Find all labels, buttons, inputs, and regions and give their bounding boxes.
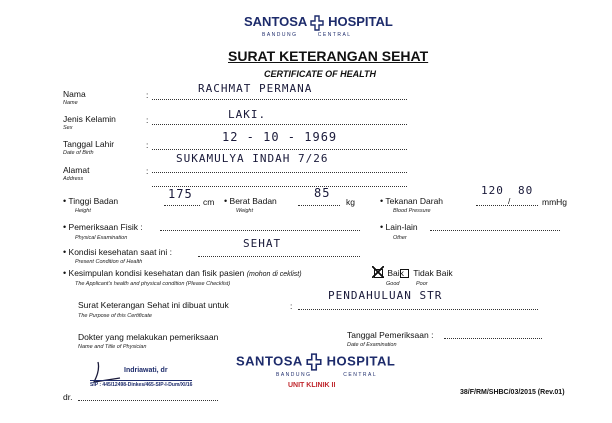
colon: :: [146, 166, 149, 176]
purpose-label-en: The Purpose of this Certificate: [78, 313, 152, 319]
exam-label: • Pemeriksaan Fisik :: [63, 222, 143, 232]
exam-date-label: Tanggal Pemeriksaan :: [347, 330, 434, 340]
conclusion-label-text: Kesimpulan kondisi kesehatan dan fisik pasien: [68, 268, 245, 278]
nama-line: [152, 99, 407, 100]
unit-label: UNIT KLINIK II: [288, 382, 336, 389]
nama-label-en: Name: [63, 100, 78, 106]
city-left-bottom: BANDUNG: [276, 372, 312, 378]
dob-label-en: Date of Birth: [63, 150, 94, 156]
condition-value[interactable]: SEHAT: [243, 237, 282, 250]
hospital-logo-bottom: [236, 353, 395, 371]
height-line: [164, 205, 200, 206]
exam-label-text: Pemeriksaan Fisik: [68, 222, 138, 232]
bp-diastolic[interactable]: 80: [518, 184, 534, 197]
bp-line: [476, 205, 538, 206]
bp-label: • Tekanan Darah: [380, 196, 444, 206]
good-label-en: Good: [386, 281, 400, 287]
height-value[interactable]: 175: [168, 187, 193, 201]
condition-label-text: Kondisi kesehatan saat ini: [68, 247, 168, 257]
physician-label: Dokter yang melakukan pemeriksaan: [78, 332, 219, 342]
hospital-name-right-bottom: HOSPITAL: [326, 353, 396, 369]
sex-label-en: Sex: [63, 125, 73, 131]
bp-label-text: Tekanan Darah: [385, 196, 444, 206]
good-checkbox-box[interactable]: [374, 269, 383, 278]
height-label: • Tinggi Badan: [63, 196, 119, 206]
weight-label-en: Weight: [236, 208, 254, 214]
weight-line: [298, 205, 340, 206]
city-right-bottom: CENTRAL: [343, 372, 378, 378]
colon: :: [146, 115, 149, 125]
sex-value[interactable]: LAKI.: [228, 108, 267, 121]
dob-line: [152, 149, 407, 150]
purpose-line: [298, 309, 538, 310]
sex-label: Jenis Kelamin: [63, 114, 116, 124]
condition-label: • Kondisi kesehatan saat ini :: [63, 247, 173, 257]
cross-icon: [306, 353, 322, 371]
bp-systolic[interactable]: 120: [481, 184, 504, 197]
stamp-sip: SIP : 445/12498-Dinkes/465-SIP-I-Dum/XI/16: [90, 382, 193, 388]
height-label-text: Tinggi Badan: [68, 196, 119, 206]
colon: :: [146, 90, 149, 100]
address-label: Alamat: [63, 165, 90, 175]
weight-unit: kg: [346, 197, 355, 207]
dob-label: Tanggal Lahir: [63, 139, 115, 149]
other-label-text: Lain-lain: [385, 222, 418, 232]
exam-date-line: [444, 338, 542, 339]
address-value[interactable]: SUKAMULYA INDAH 7/26: [176, 152, 329, 165]
nama-value[interactable]: RACHMAT PERMANA: [198, 82, 313, 95]
poor-label-en: Poor: [416, 281, 428, 287]
conclusion-label: • Kesimpulan kondisi kesehatan dan fisik pasien (mohon di ceklist): [63, 268, 302, 278]
bp-label-en: Blood Pressure: [393, 208, 431, 214]
height-label-en: Height: [75, 208, 91, 214]
hospital-name-right: HOSPITAL: [328, 14, 393, 29]
poor-checkbox[interactable]: [400, 268, 453, 278]
good-label: Baik: [387, 268, 404, 278]
weight-value[interactable]: 85: [314, 186, 331, 200]
cross-icon: [310, 15, 324, 31]
hospital-city-bottom: [276, 372, 377, 378]
page-subtitle: CERTIFICATE OF HEALTH: [264, 69, 376, 79]
city-right: CENTRAL: [317, 32, 352, 38]
poor-checkbox-box[interactable]: [400, 269, 409, 278]
hospital-city: [262, 32, 352, 38]
nama-label: Nama: [63, 89, 86, 99]
condition-label-en: Present Condition of Health: [75, 259, 143, 265]
exam-line: [160, 230, 360, 231]
dr-line: [78, 400, 218, 401]
exam-label-en: Physical Examination: [75, 235, 128, 241]
other-line: [430, 230, 560, 231]
conclusion-note: (mohon di ceklist): [246, 271, 302, 278]
hospital-name-left: SANTOSA: [244, 14, 307, 29]
dr-label: dr.: [63, 392, 73, 402]
address-label-en: Address: [63, 176, 84, 182]
city-left: BANDUNG: [262, 32, 298, 38]
bp-unit: mmHg: [542, 197, 568, 207]
poor-label: Tidak Baik: [413, 268, 453, 278]
stamp-name: Indriawati, dr: [124, 367, 168, 374]
other-label: • Lain-lain: [380, 222, 418, 232]
weight-label: • Berat Badan: [224, 196, 277, 206]
condition-line: [198, 256, 360, 257]
weight-label-text: Berat Badan: [229, 196, 277, 206]
address-line-1: [152, 172, 407, 173]
page-title: SURAT KETERANGAN SEHAT: [228, 48, 429, 64]
other-label-en: Other: [393, 235, 407, 241]
height-unit: cm: [203, 197, 215, 207]
physician-label-en: Name and Title of Physician: [78, 344, 147, 350]
dob-value[interactable]: 12 - 10 - 1969: [222, 130, 338, 144]
colon: :: [290, 301, 293, 311]
purpose-value[interactable]: PENDAHULUAN STR: [328, 289, 443, 302]
conclusion-label-en: The Applicant's health and physical condition (Please Checklist): [75, 281, 231, 287]
bp-separator: /: [508, 196, 511, 206]
hospital-name-left-bottom: SANTOSA: [236, 353, 303, 369]
exam-date-label-en: Date of Examination: [347, 342, 397, 348]
form-code: 38/F/RM/SHBC/03/2015 (Rev.01): [460, 389, 565, 396]
purpose-label: Surat Keterangan Sehat ini dibuat untuk: [78, 300, 229, 310]
hospital-logo: [244, 14, 393, 31]
sex-line: [152, 124, 407, 125]
colon: :: [146, 140, 149, 150]
